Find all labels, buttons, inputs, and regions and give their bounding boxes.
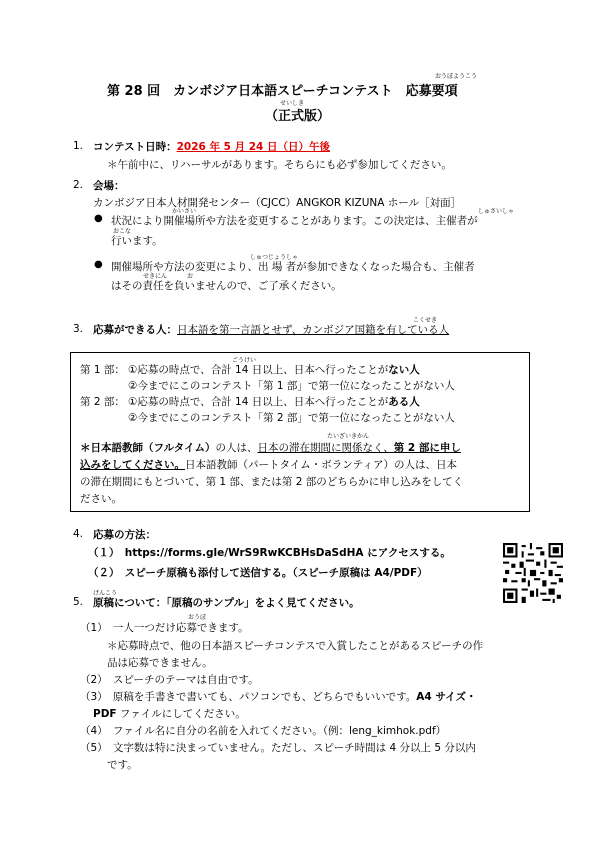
section-2-label: 会場：	[93, 180, 125, 192]
teacher-note-underline: 日本の滞在期間に関係なく、	[257, 442, 394, 454]
bullet-2-line-1: 開催場所や方法の変更により、出 場 者が参加できなくなった場合も、主催者	[111, 261, 475, 273]
teacher-note-line-2	[80, 457, 457, 472]
teacher-note-emph: ＊日本語教師（フルタイム）	[80, 442, 216, 454]
bullet-icon: ●	[94, 259, 103, 270]
bullet-icon: ●	[94, 213, 103, 224]
section-3-number: 3.	[73, 323, 84, 335]
division-1-rule-1	[128, 362, 420, 377]
rule-item-note: 品は応募できません。	[107, 657, 213, 669]
division-2-rule-2: ②今までにこのコンテスト「第 2 部」で第一位になったことがない人	[128, 412, 455, 424]
teacher-note-line-4: ださい。	[80, 493, 122, 505]
page-subtitle: （正式版）	[265, 109, 331, 124]
rule-item: （1） 一人一つだけ応募できます。	[80, 622, 249, 634]
section-4-number: 4.	[73, 528, 84, 540]
division-2-rule-1-emph: ある人	[388, 396, 420, 408]
section-5-number: 5.	[73, 596, 84, 608]
ruby-taizai: たいざいきかん	[327, 433, 370, 440]
section-1	[93, 139, 330, 154]
teacher-note-mid: の人は、	[215, 442, 258, 454]
ruby-title: おうぼようこう	[435, 73, 478, 80]
rule-item: （2） スピーチのテーマは自由です。	[80, 674, 259, 686]
section-2-number: 2.	[73, 179, 84, 191]
rule-item	[93, 706, 246, 721]
rule-item: （5） 文字数は特に決まっていません。ただし、スピーチ時間は 4 分以上 5 分以内	[80, 742, 476, 754]
ruby-shusaisha: しゅさいしゃ	[478, 208, 515, 215]
ruby-oubo: おうぼ	[188, 614, 207, 621]
rule-item-format: PDF	[93, 708, 117, 720]
section-3	[93, 322, 449, 337]
bullet-1-line-2: 行います。	[111, 235, 163, 247]
rule-item-text: ファイルにしてください。	[116, 708, 246, 720]
ruby-shutsujo: しゅつじょうしゃ	[250, 254, 299, 261]
teacher-note-line-1	[80, 440, 461, 455]
teacher-note-line-3: の滞在期間にもとづいて、第 1 部、または第 2 部のどちらかに申し込みをしてく	[80, 476, 464, 488]
qr-code-icon[interactable]	[503, 543, 563, 603]
section-1-label: コンテスト日時：	[93, 141, 177, 153]
teacher-note-parttime: 日本語教師（パートタイム・ボランティア）の人は、日本	[185, 459, 457, 471]
ruby-goukei: ごうけい	[232, 357, 257, 364]
attach-manuscript-step: （２） スピーチ原稿も添付して送信する。（スピーチ原稿は A4/PDF）	[88, 567, 428, 579]
section-1-number: 1.	[73, 140, 84, 152]
page-title: 第 28 回 カンボジア日本語スピーチコンテスト 応募要項	[107, 84, 458, 99]
teacher-note-division: 第 2 部に申し	[393, 442, 461, 454]
application-link-step[interactable]: （１） https://forms.gle/WrS9RwKCBHsDaSdHA にアクセスする。	[88, 547, 451, 559]
rehearsal-note: ＊午前中に、リハーサルがあります。そちらにも必ず参加してください。	[107, 159, 452, 171]
section-3-label: 応募ができる人：	[93, 324, 177, 336]
rule-item: です。	[107, 759, 138, 771]
rule-item	[80, 689, 477, 704]
division-1-rule-1-emph: ない人	[388, 364, 420, 376]
rule-item-format: A4 サイズ・	[416, 691, 477, 703]
division-1-rule-2: ②今までにこのコンテスト「第 1 部」で第一位になったことがない人	[128, 380, 455, 392]
ruby-genkou: げんこう	[93, 590, 118, 597]
division-1-rule-1-text: ①応募の時点で、合計 14 日以上、日本へ行ったことが	[128, 364, 389, 376]
teacher-note-apply: 込みをしてください。	[80, 459, 185, 471]
venue: カンボジア日本人材開発センター（CJCC）ANGKOR KIZUNA ホール［対面］	[93, 197, 462, 209]
eligibility: 日本語を第一言語とせず、カンボジア国籍を有している人	[177, 324, 450, 336]
ruby-kaisai: かいさい	[172, 208, 197, 215]
ruby-o: お	[187, 273, 194, 280]
rule-item-note: ＊応募時点で、他の日本語スピーチコンテスで入賞したことがあるスピーチの作	[107, 640, 484, 652]
section-5-label: 原稿について：「原稿のサンプル」をよく見てください。	[93, 597, 360, 609]
rule-item-text: （3） 原稿を手書きで書いても、パソコンでも、どちらでもいいです。	[80, 691, 417, 703]
section-4-label: 応募の方法：	[93, 529, 156, 541]
ruby-sub: せいしき	[280, 100, 305, 107]
bullet-1-line-1: 状況により開催場所や方法を変更することがあります。この決定は、主催者が	[111, 215, 478, 227]
ruby-kokuseki: こくせき	[413, 317, 438, 324]
ruby-okona: おこな	[113, 228, 132, 235]
division-2-rule-1-text: ①応募の時点で、合計 14 日以上、日本へ行ったことが	[128, 396, 389, 408]
division-2-rule-1	[128, 394, 420, 409]
ruby-sekinin: せきにん	[143, 273, 168, 280]
event-date: 2026 年 5 月 24 日（日）午後	[176, 141, 331, 153]
division-1-label: 第 1 部：	[80, 364, 125, 376]
rule-item: （4） ファイル名に自分の名前を入れてください。（例：leng_kimhok.pdf）	[80, 725, 447, 737]
bullet-2-line-2: はその責任を負いませんので、ご了承ください。	[111, 280, 342, 292]
division-2-label: 第 2 部：	[80, 396, 125, 408]
